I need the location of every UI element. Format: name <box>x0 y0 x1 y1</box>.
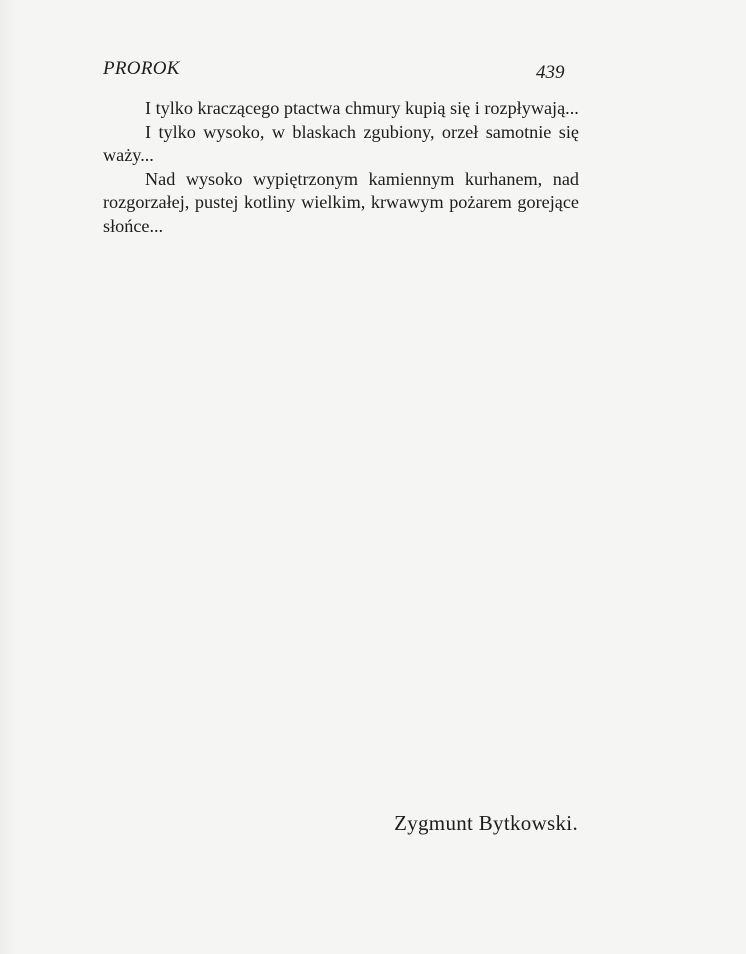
poem-text <box>103 97 579 239</box>
running-title: PROROK <box>103 58 180 79</box>
author-signature: Zygmunt Bytkowski. <box>394 811 578 835</box>
page-number: 439 <box>536 62 565 83</box>
paragraph: I tylko wysoko, w blaskach zgubiony, orzeł samotnie się waży... <box>103 121 579 166</box>
paragraph: Nad wysoko wypiętrzonym kamiennym kurhanem, nad rozgorzałej, pustej kotliny wielkim, krwawym pożarem gorejące słońce... <box>103 168 579 236</box>
paragraph: I tylko kraczącego ptactwa chmury kupią się i rozpływają... <box>145 98 579 118</box>
